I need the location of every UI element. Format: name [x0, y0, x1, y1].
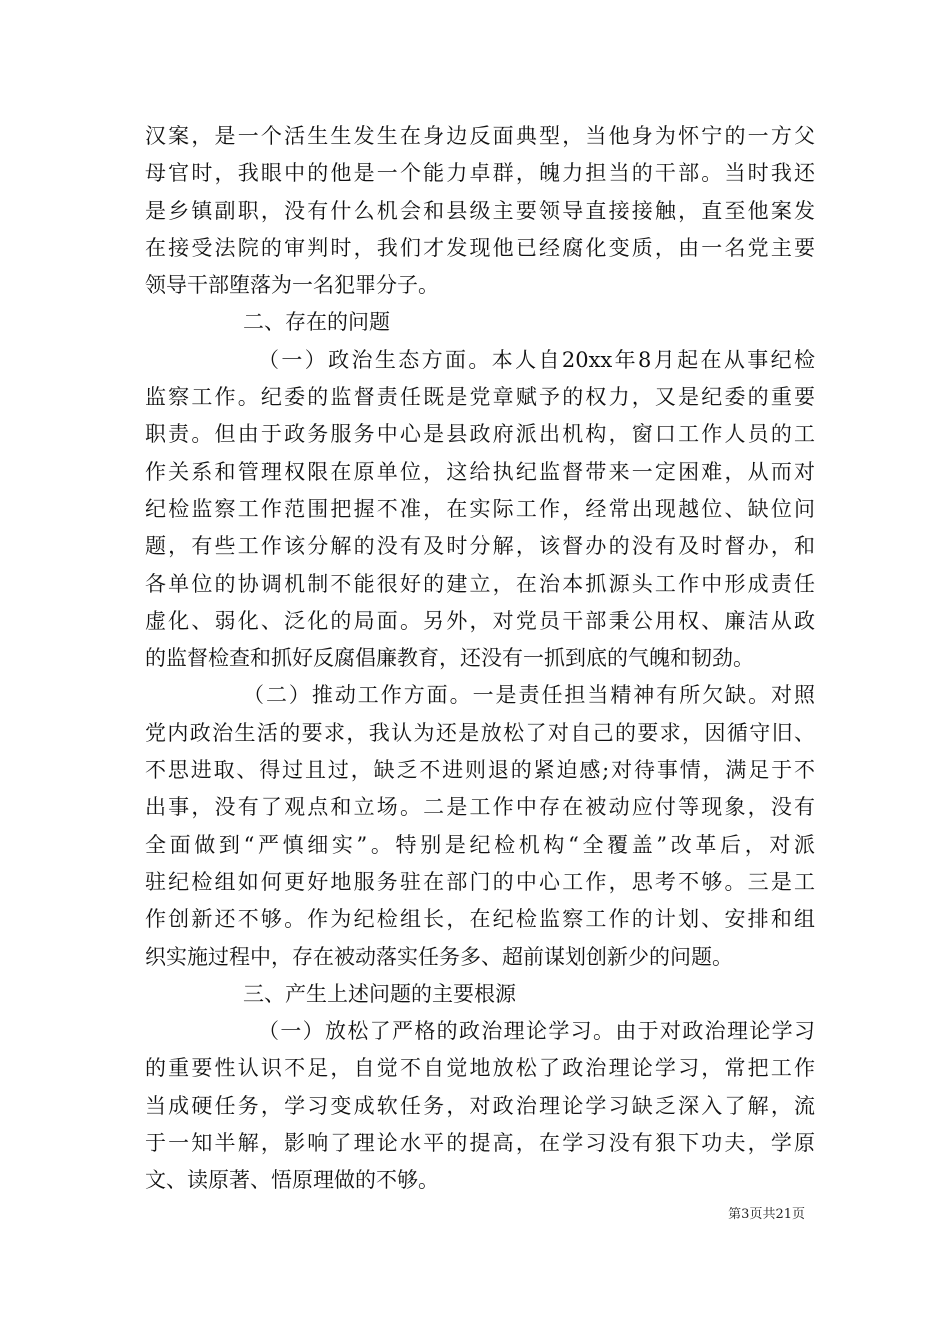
page-number-footer: 第3页共21页	[728, 1207, 805, 1222]
body-text	[145, 118, 815, 1200]
text-line: 纪检监察工作范围把握不准，在实际工作，经常出现越位、缺位问	[145, 496, 815, 521]
text-line: 出事，没有了观点和立场。二是工作中存在被动应付等现象，没有	[145, 795, 815, 820]
text-line: 题，有些工作该分解的没有及时分解，该督办的没有及时督办，和	[145, 534, 815, 559]
text-line: 党内政治生活的要求，我认为还是放松了对自己的要求，因循守旧、	[145, 720, 815, 745]
text-line: 文、读原著、悟原理做的不够。	[145, 1168, 439, 1193]
text-line: 在接受法院的审判时，我们才发现他已经腐化变质，由一名党主要	[145, 235, 815, 260]
text-line: 于一知半解，影响了理论水平的提高，在学习没有狠下功夫，学原	[145, 1131, 815, 1156]
text-line: 的监督检查和抓好反腐倡廉教育，还没有一抓到底的气魄和韧劲。	[145, 646, 754, 671]
section-heading: 二、存在的问题	[243, 310, 390, 335]
text-line: 不思进取、得过且过，缺乏不进则退的紧迫感;对待事情，满足于不	[145, 758, 815, 783]
text-line: 全面做到“严慎细实”。特别是纪检机构“全覆盖”改革后，对派	[145, 832, 815, 857]
text-line: 驻纪检组如何更好地服务驻在部门的中心工作，思考不够。三是工	[145, 869, 815, 894]
text-line: 职责。但由于政务服务中心是县政府派出机构，窗口工作人员的工	[145, 422, 815, 447]
text-line: （一）政治生态方面。本人自20xx年8月起在从事纪检	[258, 347, 815, 372]
text-line: （一）放松了严格的政治理论学习。由于对政治理论学习	[258, 1019, 815, 1044]
text-line: 作关系和管理权限在原单位，这给执纪监督带来一定困难，从而对	[145, 459, 815, 484]
section-heading: 三、产生上述问题的主要根源	[243, 981, 516, 1006]
text-line: 当成硬任务，学习变成软任务，对政治理论学习缺乏深入了解，流	[145, 1093, 815, 1118]
text-line: 监察工作。纪委的监督责任既是党章赋予的权力，又是纪委的重要	[145, 385, 815, 410]
text-line: 织实施过程中，存在被动落实任务多、超前谋划创新少的问题。	[145, 944, 733, 969]
text-line: 是乡镇副职，没有什么机会和县级主要领导直接接触，直至他案发	[145, 198, 815, 223]
text-line: 母官时，我眼中的他是一个能力卓群，魄力担当的干部。当时我还	[145, 161, 815, 186]
text-line: （二）推动工作方面。一是责任担当精神有所欠缺。对照	[243, 683, 815, 708]
text-line: 虚化、弱化、泛化的局面。另外，对党员干部秉公用权、廉洁从政	[145, 608, 815, 633]
text-line: 作创新还不够。作为纪检组长，在纪检监察工作的计划、安排和组	[145, 907, 815, 932]
text-line: 的重要性认识不足，自觉不自觉地放松了政治理论学习，常把工作	[145, 1056, 815, 1081]
text-line: 各单位的协调机制不能很好的建立，在治本抓源头工作中形成责任	[145, 571, 815, 596]
text-line: 汉案，是一个活生生发生在身边反面典型，当他身为怀宁的一方父	[145, 124, 815, 148]
text-line: 领导干部堕落为一名犯罪分子。	[145, 273, 439, 298]
